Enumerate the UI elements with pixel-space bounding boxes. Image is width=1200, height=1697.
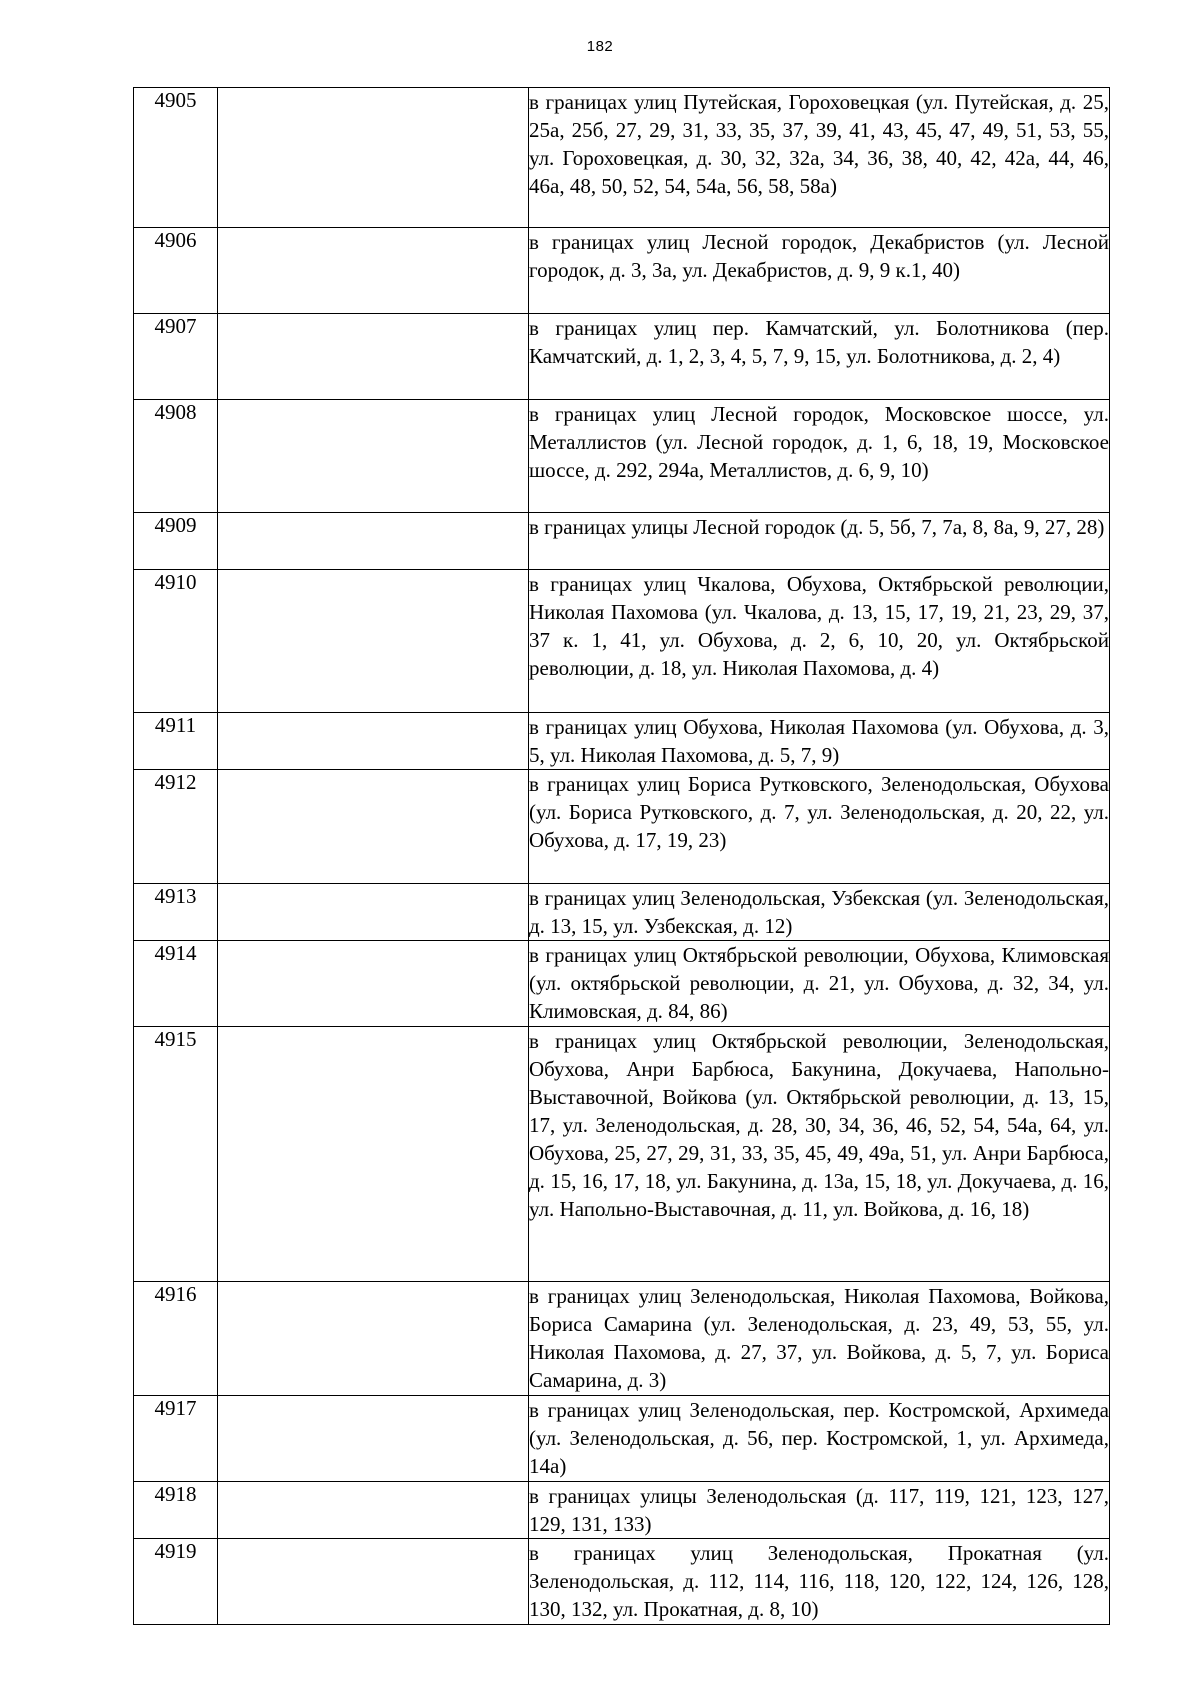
row-number: 4910 [134, 570, 218, 713]
row-empty-cell [218, 88, 529, 228]
row-number: 4914 [134, 941, 218, 1027]
row-number: 4917 [134, 1396, 218, 1482]
row-empty-cell [218, 713, 529, 770]
row-empty-cell [218, 400, 529, 513]
row-empty-cell [218, 941, 529, 1027]
table-row [134, 400, 1110, 513]
row-number: 4908 [134, 400, 218, 513]
row-empty-cell [218, 770, 529, 884]
table-row [134, 884, 1110, 941]
table-row [134, 713, 1110, 770]
row-empty-cell [218, 1027, 529, 1282]
row-empty-cell [218, 1282, 529, 1396]
row-number: 4907 [134, 314, 218, 400]
row-address-description: в границах улицы Лесной городок (д. 5, 5б, 7, 7а, 8, 8а, 9, 27, 28) [529, 513, 1110, 570]
row-number: 4919 [134, 1539, 218, 1625]
table-row [134, 314, 1110, 400]
row-number: 4909 [134, 513, 218, 570]
row-address-description: в границах улиц Зеленодольская, пер. Костромской, Архимеда (ул. Зеленодольская, д. 56, пер. Костромской, 1, ул. Архимеда, 14а) [529, 1396, 1110, 1482]
row-number: 4906 [134, 228, 218, 314]
row-address-description: в границах улиц Лесной городок, Декабристов (ул. Лесной городок, д. 3, 3а, ул. Декабристов, д. 9, 9 к.1, 40) [529, 228, 1110, 314]
table-row [134, 941, 1110, 1027]
row-empty-cell [218, 570, 529, 713]
row-number: 4913 [134, 884, 218, 941]
row-address-description: в границах улиц пер. Камчатский, ул. Болотникова (пер. Камчатский, д. 1, 2, 3, 4, 5, 7, 9, 15, ул. Болотникова, д. 2, 4) [529, 314, 1110, 400]
row-number: 4911 [134, 713, 218, 770]
row-number: 4912 [134, 770, 218, 884]
row-address-description: в границах улиц Чкалова, Обухова, Октябрьской революции, Николая Пахомова (ул. Чкалова, д. 13, 15, 17, 19, 21, 23, 29, 37, 37 к. 1, 41, ул. Обухова, д. 2, 6, 10, 20, ул. Октябрьской революции, д. 18, ул. Николая Пахомова, д. 4) [529, 570, 1110, 713]
row-empty-cell [218, 1482, 529, 1539]
row-number: 4916 [134, 1282, 218, 1396]
table-row [134, 1482, 1110, 1539]
table-row [134, 570, 1110, 713]
page-number: 182 [586, 38, 614, 55]
table-row [134, 513, 1110, 570]
row-number: 4905 [134, 88, 218, 228]
row-number: 4915 [134, 1027, 218, 1282]
row-empty-cell [218, 513, 529, 570]
table-row [134, 1027, 1110, 1282]
row-empty-cell [218, 1396, 529, 1482]
row-empty-cell [218, 314, 529, 400]
row-address-description: в границах улиц Октябрьской революции, Обухова, Климовская (ул. октябрьской революции, д. 21, ул. Обухова, д. 32, 34, ул. Климовская, д. 84, 86) [529, 941, 1110, 1027]
table-row [134, 1539, 1110, 1625]
row-empty-cell [218, 884, 529, 941]
row-empty-cell [218, 228, 529, 314]
address-table [133, 87, 1110, 1625]
row-empty-cell [218, 1539, 529, 1625]
row-address-description: в границах улиц Лесной городок, Московское шоссе, ул. Металлистов (ул. Лесной городок, д. 1, 6, 18, 19, Московское шоссе, д. 292, 294а, Металлистов, д. 6, 9, 10) [529, 400, 1110, 513]
row-address-description: в границах улиц Зеленодольская, Николая Пахомова, Войкова, Бориса Самарина (ул. Зеленодольская, д. 23, 49, 53, 55, ул. Николая Пахомова, д. 27, 37, ул. Войкова, д. 5, 7, ул. Бориса Самарина, д. 3) [529, 1282, 1110, 1396]
table-row [134, 88, 1110, 228]
row-address-description: в границах улиц Зеленодольская, Узбекская (ул. Зеленодольская, д. 13, 15, ул. Узбекская, д. 12) [529, 884, 1110, 941]
table-row [134, 1396, 1110, 1482]
table-row [134, 770, 1110, 884]
row-address-description: в границах улиц Обухова, Николая Пахомова (ул. Обухова, д. 3, 5, ул. Николая Пахомова, д. 5, 7, 9) [529, 713, 1110, 770]
table-row [134, 228, 1110, 314]
row-address-description: в границах улиц Октябрьской революции, Зеленодольская, Обухова, Анри Барбюса, Бакунина, Докучаева, Напольно-Выставочной, Войкова (ул. Октябрьской революции, д. 13, 15, 17, ул. Зеленодольская, д. 28, 30, 34, 36, 46, 52, 54, 54а, 64, ул. Обухова, 25, 27, 29, 31, 33, 35, 45, 49, 49а, 51, ул. Анри Барбюса, д. 15, 16, 17, 18, ул. Бакунина, д. 13а, 15, 18, ул. Докучаева, д. 16, ул. Напольно-Выставочная, д. 11, ул. Войкова, д. 16, 18) [529, 1027, 1110, 1282]
row-address-description: в границах улиц Бориса Рутковского, Зеленодольская, Обухова (ул. Бориса Рутковского, д. 7, ул. Зеленодольская, д. 20, 22, ул. Обухова, д. 17, 19, 23) [529, 770, 1110, 884]
row-address-description: в границах улиц Путейская, Гороховецкая (ул. Путейская, д. 25, 25а, 25б, 27, 29, 31, 33, 35, 37, 39, 41, 43, 45, 47, 49, 51, 53, 55, ул. Гороховецкая, д. 30, 32, 32а, 34, 36, 38, 40, 42, 42а, 44, 46, 46а, 48, 50, 52, 54, 54а, 56, 58, 58а) [529, 88, 1110, 228]
row-address-description: в границах улицы Зеленодольская (д. 117, 119, 121, 123, 127, 129, 131, 133) [529, 1482, 1110, 1539]
row-number: 4918 [134, 1482, 218, 1539]
table-row [134, 1282, 1110, 1396]
row-address-description: в границах улиц Зеленодольская, Прокатная (ул. Зеленодольская, д. 112, 114, 116, 118, 120, 122, 124, 126, 128, 130, 132, ул. Прокатная, д. 8, 10) [529, 1539, 1110, 1625]
